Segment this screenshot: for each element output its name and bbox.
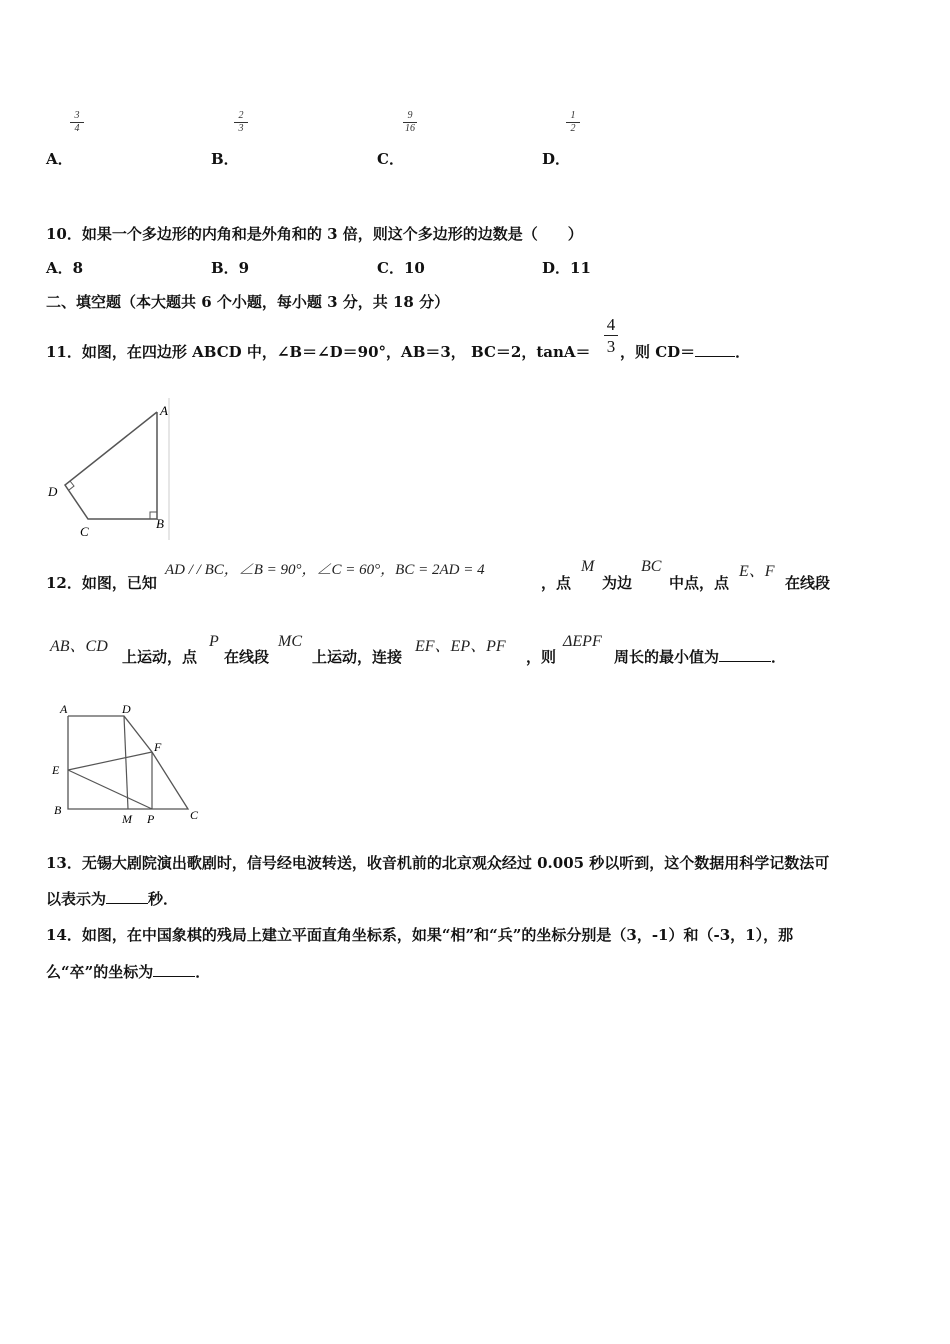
- q12-math-segments: EF、EP、PF: [415, 638, 506, 655]
- label-b: B: [54, 803, 62, 817]
- numerator: 1: [570, 110, 576, 121]
- denominator: 16: [405, 123, 415, 134]
- numerator: 9: [407, 110, 413, 121]
- q12-text-4: 在线段: [785, 574, 831, 592]
- section-title: 二、填空题（本大题共 6 个小题，每小题 3 分，共 18 分）: [46, 293, 450, 311]
- q9-option-c-label: C．: [377, 150, 404, 168]
- q9-option-a-fraction: [70, 111, 84, 134]
- q12-prefix: 12．如图，已知: [46, 574, 157, 592]
- q9-option-c-fraction: [403, 111, 417, 134]
- q12-text-9: [614, 646, 786, 667]
- denominator: 4: [74, 123, 80, 134]
- q10-option-a: A．8: [46, 259, 84, 277]
- q13-line2-end: 秒．: [148, 890, 179, 908]
- label-d: D: [48, 484, 58, 499]
- q14-line1: 14．如图，在中国象棋的残局上建立平面直角坐标系，如果“相”和“兵”的坐标分别是（3，-1）和（-3，1），那: [46, 926, 794, 944]
- denominator: 3: [606, 337, 616, 356]
- q10-option-d: D．11: [542, 259, 591, 277]
- q12-math-bc: BC: [641, 558, 662, 575]
- q12-text-8: ，则: [526, 648, 557, 666]
- q11-stem-text: ，则 CD＝: [620, 343, 696, 361]
- q10-option-c: C．10: [377, 259, 425, 277]
- label-a: A: [160, 403, 168, 418]
- q9-option-d-label: D．: [542, 150, 571, 168]
- label-p: P: [147, 812, 155, 826]
- numerator: 4: [606, 315, 616, 334]
- q14-line2: [46, 961, 210, 982]
- label-a: A: [60, 702, 68, 716]
- q10-option-b: B．9: [211, 259, 250, 277]
- q10-stem: 10．如果一个多边形的内角和是外角和的 3 倍，则这个多边形的边数是（ ）: [46, 225, 583, 243]
- q11-stem-end: ．: [735, 343, 751, 361]
- q9-option-b-label: B．: [211, 150, 239, 168]
- q12-text-7: 上运动，连接: [312, 648, 403, 666]
- label-c: C: [190, 808, 199, 822]
- denominator: 3: [238, 123, 244, 134]
- q12-text-6: 在线段: [224, 648, 270, 666]
- q11-stem-part2: [620, 341, 750, 362]
- q12-math-mc: MC: [278, 633, 302, 650]
- label-e: E: [52, 763, 60, 777]
- q12-text-9-label: 周长的最小值为: [614, 648, 720, 666]
- label-d: D: [122, 702, 131, 716]
- answer-blank: [695, 342, 735, 357]
- q11-stem-part1: 11．如图，在四边形 ABCD 中，∠B＝∠D＝90°，AB＝3， BC＝2，tanA＝: [46, 343, 591, 361]
- q11-figure: [40, 398, 175, 540]
- answer-blank: [719, 647, 771, 662]
- q12-figure: [46, 700, 206, 828]
- q12-stem-end: ．: [771, 648, 787, 666]
- q11-tan-fraction: [604, 316, 618, 355]
- answer-blank: [153, 962, 195, 977]
- q12-text-2: 为边: [602, 574, 633, 592]
- q12-math-triangle: ΔEPF: [563, 633, 602, 650]
- q9-option-a-label: A．: [46, 150, 73, 168]
- q12-math-given: AD / / BC，∠B = 90°，∠C = 60°，BC = 2AD = 4: [165, 562, 485, 578]
- q13-line1: 13．无锡大剧院演出歌剧时，信号经电波转送，收音机前的北京观众经过 0.005 秒以听到，这个数据用科学记数法可: [46, 854, 830, 872]
- q12-math-ab-cd: AB、CD: [50, 638, 108, 655]
- q14-line2-text: 么“卒”的坐标为: [46, 963, 154, 981]
- q12-math-p: P: [209, 633, 219, 650]
- label-c: C: [80, 524, 89, 539]
- q9-option-b-fraction: [234, 111, 248, 134]
- q12-math-m: M: [581, 558, 595, 575]
- q12-text-1: ，点: [541, 574, 572, 592]
- label-f: F: [154, 740, 162, 754]
- q13-line2: [46, 888, 178, 909]
- denominator: 2: [570, 123, 576, 134]
- numerator: 3: [74, 110, 80, 121]
- label-b: B: [156, 516, 164, 531]
- label-m: M: [122, 812, 132, 826]
- q13-line2-text: 以表示为: [46, 890, 107, 908]
- q12-text-3: 中点，点: [669, 574, 730, 592]
- q9-option-d-fraction: [566, 111, 580, 134]
- answer-blank: [106, 889, 148, 904]
- q12-text-5: 上运动，点: [122, 648, 198, 666]
- numerator: 2: [238, 110, 244, 121]
- q12-math-ef: E、F: [739, 563, 775, 580]
- q14-line2-end: ．: [195, 963, 211, 981]
